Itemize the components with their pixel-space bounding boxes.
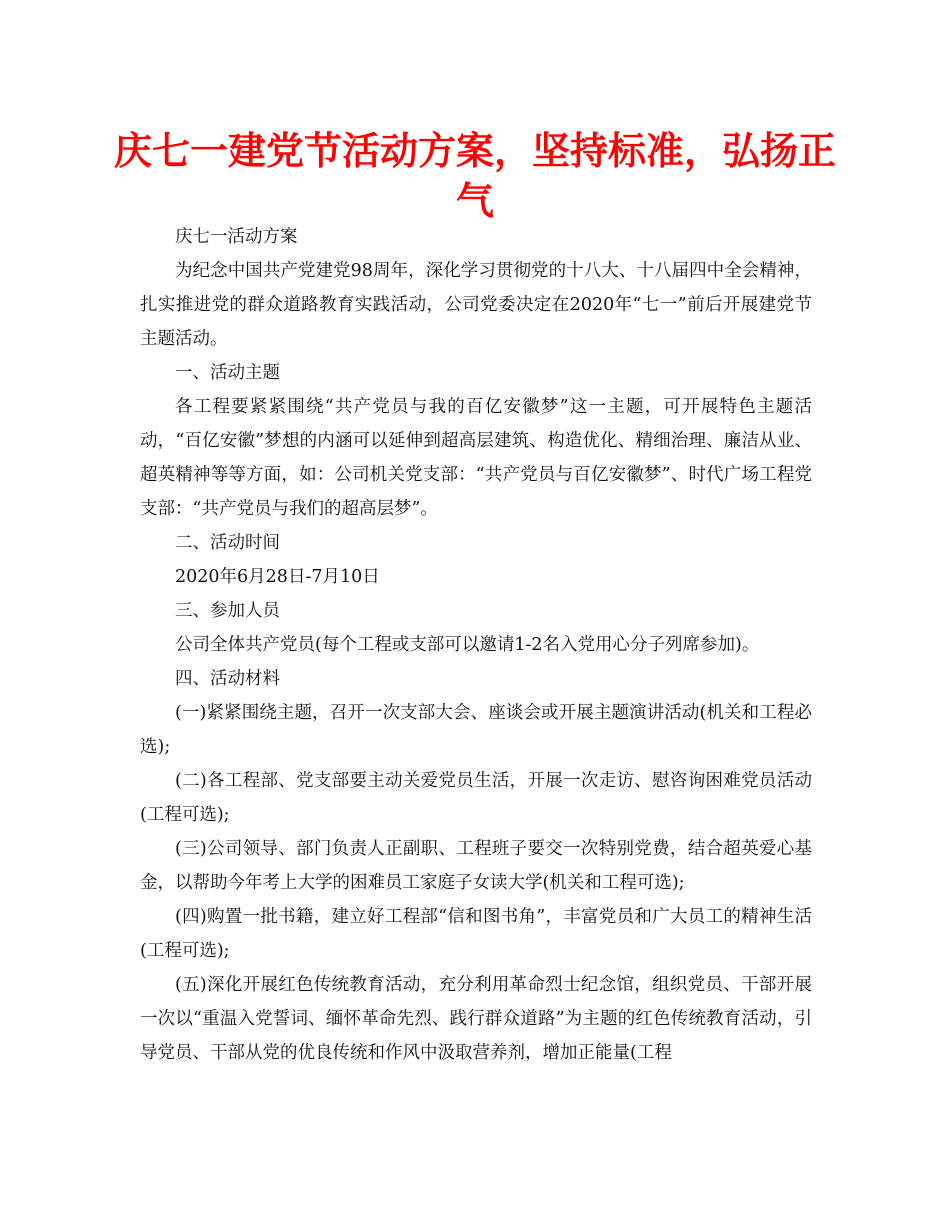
list-item-4: (四)购置一批书籍，建立好工程部“信和图书角”，丰富党员和广大员工的精神生活(工程可选);	[140, 907, 812, 961]
document-title: 庆七一建党节活动方案，坚持标准，弘扬正气	[113, 129, 836, 223]
list-item-2: (二)各工程部、党支部要主动关爱党员生活，开展一次走访、慰咨询困难党员活动(工程可选);	[140, 771, 812, 825]
paragraph-time: 2020年6月28日-7月10日	[175, 567, 380, 587]
paragraph-subtitle: 庆七一活动方案	[175, 227, 298, 247]
list-item-5: (五)深化开展红色传统教育活动，充分利用革命烈士纪念馆，组织党员、干部开展一次以“重温入党誓词、缅怀革命先烈、践行群众道路”为主题的红色传统教育活动，引导党员、干部从党的优良传统和作风中汲取营养剂，增加正能量(工程	[140, 975, 812, 1063]
section-heading-materials: 四、活动材料	[175, 669, 280, 689]
paragraph-theme: 各工程要紧紧围绕“共产党员与我的百亿安徽梦”这一主题，可开展特色主题活动，“百亿安徽”梦想的内涵可以延伸到超高层建筑、构造优化、精细治理、廉洁从业、超英精神等等方面，如：公司机关党支部：“共产党员与百亿安徽梦”、时代广场工程党支部：“共产党员与我们的超高层梦”。	[140, 397, 812, 519]
paragraph-participants: 公司全体共产党员(每个工程或支部可以邀请1-2名入党用心分子列席参加)。	[175, 635, 760, 655]
document-body	[140, 220, 812, 1070]
list-item-3: (三)公司领导、部门负责人正副职、工程班子要交一次特别党费，结合超英爱心基金，以帮助今年考上大学的困难员工家庭子女读大学(机关和工程可选);	[140, 839, 812, 893]
list-item-1: (一)紧紧围绕主题，召开一次支部大会、座谈会或开展主题演讲活动(机关和工程必选);	[140, 703, 812, 757]
paragraph-intro: 为纪念中国共产党建党98周年，深化学习贯彻党的十八大、十八届四中全会精神，扎实推进党的群众道路教育实践活动，公司党委决定在2020年“七一”前后开展建党节主题活动。	[140, 261, 812, 349]
section-heading-time: 二、活动时间	[175, 533, 280, 553]
section-heading-participants: 三、参加人员	[175, 601, 280, 621]
section-heading-theme: 一、活动主题	[175, 363, 280, 383]
